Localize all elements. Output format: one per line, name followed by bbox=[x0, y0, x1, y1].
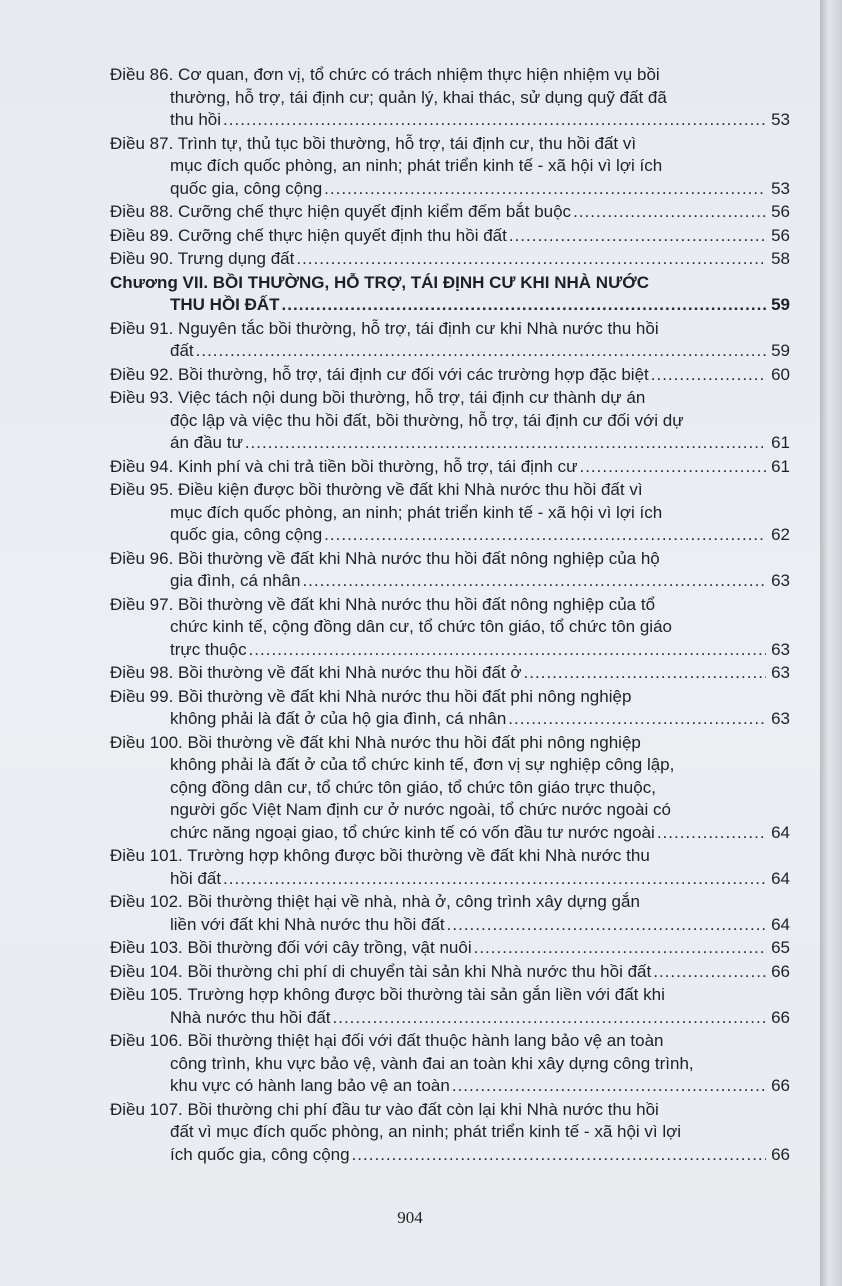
toc-entry bbox=[110, 984, 790, 1029]
toc-entry-line: người gốc Việt Nam định cư ở nước ngoài, tổ chức nước ngoài có bbox=[170, 800, 671, 819]
toc-entry-text: quốc gia, công cộng bbox=[170, 525, 323, 544]
toc-entry-last-line bbox=[110, 109, 790, 132]
toc-entry-text: THU HỒI ĐẤT bbox=[170, 295, 280, 314]
toc-page-ref: 53 bbox=[771, 178, 790, 198]
toc-entry-line: Điều 101. Trường hợp không được bồi thường về đất khi Nhà nước thu bbox=[110, 846, 650, 865]
toc-entry-last-line bbox=[110, 432, 790, 455]
toc-entry-last-line bbox=[110, 961, 790, 984]
toc-entry-last-line bbox=[110, 662, 790, 685]
dot-leader bbox=[447, 914, 766, 937]
toc-entry-last-line bbox=[110, 524, 790, 547]
toc-entry bbox=[110, 662, 790, 685]
dot-leader bbox=[324, 178, 766, 201]
toc-entry-line: Điều 107. Bồi thường chi phí đầu tư vào đất còn lại khi Nhà nước thu hồi bbox=[110, 1099, 659, 1119]
dot-leader bbox=[245, 432, 766, 455]
dot-leader bbox=[509, 225, 766, 248]
dot-leader bbox=[324, 524, 766, 547]
toc-entry bbox=[110, 456, 790, 479]
toc-entry-line: độc lập và việc thu hồi đất, bồi thường, hỗ trợ, tái định cư đối với dự bbox=[170, 410, 684, 430]
toc-entry-text: hồi đất bbox=[170, 868, 222, 888]
toc-entry-line: thường, hỗ trợ, tái định cư; quản lý, khai thác, sử dụng quỹ đất đã bbox=[170, 87, 667, 107]
toc-entry-last-line bbox=[110, 1144, 790, 1167]
toc-entry-line: Điều 93. Việc tách nội dung bồi thường, hỗ trợ, tái định cư thành dự án bbox=[110, 388, 646, 407]
toc-page-ref: 65 bbox=[771, 938, 790, 957]
toc-entry bbox=[110, 201, 790, 224]
toc-page-ref: 63 bbox=[771, 639, 790, 659]
toc-entry-text: đất bbox=[170, 341, 194, 360]
toc-page-ref: 63 bbox=[771, 571, 790, 590]
toc-page-ref: 66 bbox=[771, 961, 790, 981]
toc-entry bbox=[110, 548, 790, 593]
toc-entry-line: Điều 86. Cơ quan, đơn vị, tổ chức có trách nhiệm thực hiện nhiệm vụ bồi bbox=[110, 65, 660, 84]
toc-entry-line: cộng đồng dân cư, tổ chức tôn giáo, tổ chức tôn giáo trực thuộc, bbox=[170, 777, 656, 797]
dot-leader bbox=[452, 1075, 766, 1098]
toc-entry-line: Điều 97. Bồi thường về đất khi Nhà nước thu hồi đất nông nghiệp của tổ bbox=[110, 594, 656, 614]
dot-leader bbox=[573, 201, 766, 224]
toc-entry-last-line bbox=[110, 294, 790, 317]
toc-entry bbox=[110, 225, 790, 248]
page-edge bbox=[820, 0, 842, 1286]
toc-chapter-heading bbox=[110, 272, 790, 317]
toc-entry-line: Điều 106. Bồi thường thiệt hại đối với đất thuộc hành lang bảo vệ an toàn bbox=[110, 1031, 664, 1050]
dot-leader bbox=[653, 961, 766, 984]
toc-entry-text: Điều 92. Bồi thường, hỗ trợ, tái định cư đối với các trường hợp đặc biệt bbox=[110, 364, 649, 384]
toc-entry-line: Điều 87. Trình tự, thủ tục bồi thường, hỗ trợ, tái định cư, thu hồi đất vì bbox=[110, 133, 637, 153]
toc-entry-line: Điều 99. Bồi thường về đất khi Nhà nước thu hồi đất phi nông nghiệp bbox=[110, 686, 632, 706]
toc-entry-line: Điều 102. Bồi thường thiệt hại về nhà, nhà ở, công trình xây dựng gắn bbox=[110, 892, 640, 911]
dot-leader bbox=[223, 109, 766, 132]
dot-leader bbox=[223, 868, 766, 891]
dot-leader bbox=[282, 294, 766, 317]
toc-page-ref: 63 bbox=[771, 663, 790, 682]
toc-entry-last-line bbox=[110, 225, 790, 248]
toc-entry-text: Điều 90. Trưng dụng đất bbox=[110, 249, 295, 268]
toc-entry-line: đất vì mục đích quốc phòng, an ninh; phát triển kinh tế - xã hội vì lợi bbox=[170, 1122, 682, 1141]
toc-entry-line: công trình, khu vực bảo vệ, vành đai an toàn khi xây dựng công trình, bbox=[170, 1053, 694, 1073]
toc-page-ref: 66 bbox=[771, 1076, 790, 1095]
toc-entry-last-line bbox=[110, 1007, 790, 1030]
toc-entry-last-line bbox=[110, 708, 790, 731]
toc-entry-last-line bbox=[110, 340, 790, 363]
toc-entry-last-line bbox=[110, 456, 790, 479]
toc-page-ref: 56 bbox=[771, 202, 790, 221]
dot-leader bbox=[579, 456, 766, 479]
toc-entry-last-line bbox=[110, 822, 790, 845]
toc-entry-last-line bbox=[110, 201, 790, 224]
toc-entry-last-line bbox=[110, 868, 790, 891]
toc-entry bbox=[110, 387, 790, 455]
toc-entry-text: thu hồi bbox=[170, 110, 222, 129]
toc-entry-line: mục đích quốc phòng, an ninh; phát triển kinh tế - xã hội vì lợi ích bbox=[170, 156, 663, 175]
page-number: 904 bbox=[397, 1208, 423, 1227]
toc-entry-line: Điều 105. Trường hợp không được bồi thường tài sản gắn liền với đất khi bbox=[110, 985, 665, 1004]
toc-entry-line: Điều 96. Bồi thường về đất khi Nhà nước thu hồi đất nông nghiệp của hộ bbox=[110, 548, 660, 568]
dot-leader bbox=[352, 1144, 766, 1167]
toc-entry-line: không phải là đất ở của tổ chức kinh tế, đơn vị sự nghiệp công lập, bbox=[170, 755, 675, 774]
toc-entry-text: Nhà nước thu hồi đất bbox=[170, 1007, 331, 1027]
toc-page-ref: 61 bbox=[771, 433, 790, 452]
toc-entry-text: Điều 89. Cưỡng chế thực hiện quyết định thu hồi đất bbox=[110, 225, 507, 245]
toc-entry-text: án đầu tư bbox=[170, 433, 243, 452]
toc-entry-line: Điều 95. Điều kiện được bồi thường về đất khi Nhà nước thu hồi đất vì bbox=[110, 480, 643, 499]
toc-entry-last-line bbox=[110, 937, 790, 960]
toc-entry bbox=[110, 732, 790, 845]
toc-entry bbox=[110, 364, 790, 387]
toc-entry bbox=[110, 1030, 790, 1098]
dot-leader bbox=[302, 570, 766, 593]
toc-entry-line: Chương VII. BỒI THƯỜNG, HỖ TRỢ, TÁI ĐỊNH CƯ KHI NHÀ NƯỚC bbox=[110, 272, 649, 292]
toc-entry-last-line bbox=[110, 1075, 790, 1098]
dot-leader bbox=[657, 822, 766, 845]
toc-page-ref: 66 bbox=[771, 1007, 790, 1027]
toc-entry bbox=[110, 845, 790, 890]
toc-page-ref: 53 bbox=[771, 110, 790, 129]
toc-entry-text: trực thuộc bbox=[170, 639, 247, 659]
toc-entry bbox=[110, 891, 790, 936]
toc-entry bbox=[110, 686, 790, 731]
toc-entry bbox=[110, 937, 790, 960]
toc-entry bbox=[110, 248, 790, 271]
toc-entry-text: chức năng ngoại giao, tổ chức kinh tế có vốn đầu tư nước ngoài bbox=[170, 822, 655, 842]
toc-entry-last-line bbox=[110, 914, 790, 937]
toc-page-ref: 64 bbox=[771, 868, 790, 888]
toc-entry-text: không phải là đất ở của hộ gia đình, cá nhân bbox=[170, 709, 507, 728]
dot-leader bbox=[524, 662, 766, 685]
dot-leader bbox=[651, 364, 766, 387]
dot-leader bbox=[296, 248, 766, 271]
toc-entry bbox=[110, 318, 790, 363]
toc-entry bbox=[110, 1099, 790, 1167]
toc-entry-last-line bbox=[110, 570, 790, 593]
toc-entry-last-line bbox=[110, 364, 790, 387]
dot-leader bbox=[196, 340, 766, 363]
table-of-contents bbox=[110, 64, 790, 1167]
toc-entry bbox=[110, 479, 790, 547]
toc-page-ref: 59 bbox=[771, 341, 790, 360]
toc-page-ref: 63 bbox=[771, 709, 790, 728]
toc-entry-text: Điều 94. Kinh phí và chi trả tiền bồi thường, hỗ trợ, tái định cư bbox=[110, 456, 578, 476]
toc-page-ref: 61 bbox=[771, 456, 790, 476]
dot-leader bbox=[508, 708, 766, 731]
toc-page-ref: 59 bbox=[771, 295, 790, 314]
toc-entry-text: Điều 88. Cưỡng chế thực hiện quyết định kiểm đếm bắt buộc bbox=[110, 202, 572, 221]
toc-entry-text: Điều 98. Bồi thường về đất khi Nhà nước thu hồi đất ở bbox=[110, 663, 522, 682]
toc-entry-text: ích quốc gia, công cộng bbox=[170, 1144, 350, 1164]
toc-entry-text: gia đình, cá nhân bbox=[170, 571, 301, 590]
toc-entry bbox=[110, 133, 790, 201]
toc-entry-last-line bbox=[110, 248, 790, 271]
dot-leader bbox=[249, 639, 766, 662]
dot-leader bbox=[474, 937, 766, 960]
toc-page-ref: 58 bbox=[771, 249, 790, 268]
toc-entry-line: Điều 100. Bồi thường về đất khi Nhà nước thu hồi đất phi nông nghiệp bbox=[110, 732, 641, 752]
toc-entry-line: Điều 91. Nguyên tắc bồi thường, hỗ trợ, tái định cư khi Nhà nước thu hồi bbox=[110, 318, 659, 338]
toc-page-ref: 62 bbox=[771, 525, 790, 544]
toc-page-ref: 60 bbox=[771, 364, 790, 384]
toc-entry-line: chức kinh tế, cộng đồng dân cư, tổ chức tôn giáo, tổ chức tôn giáo bbox=[170, 617, 672, 636]
toc-page-ref: 64 bbox=[771, 822, 790, 842]
toc-entry bbox=[110, 594, 790, 662]
toc-page-ref: 56 bbox=[771, 225, 790, 245]
toc-entry-text: Điều 104. Bồi thường chi phí di chuyển tài sản khi Nhà nước thu hồi đất bbox=[110, 961, 652, 981]
toc-entry-text: khu vực có hành lang bảo vệ an toàn bbox=[170, 1076, 450, 1095]
toc-entry-line: mục đích quốc phòng, an ninh; phát triển kinh tế - xã hội vì lợi ích bbox=[170, 502, 663, 522]
toc-entry-text: liền với đất khi Nhà nước thu hồi đất bbox=[170, 914, 445, 934]
toc-entry bbox=[110, 961, 790, 984]
toc-entry-last-line bbox=[110, 178, 790, 201]
toc-entry-last-line bbox=[110, 639, 790, 662]
toc-entry bbox=[110, 64, 790, 132]
toc-page-ref: 64 bbox=[771, 914, 790, 934]
toc-entry-text: Điều 103. Bồi thường đối với cây trồng, vật nuôi bbox=[110, 938, 472, 957]
dot-leader bbox=[333, 1007, 766, 1030]
toc-page-ref: 66 bbox=[771, 1144, 790, 1164]
toc-entry-text: quốc gia, công cộng bbox=[170, 178, 323, 198]
